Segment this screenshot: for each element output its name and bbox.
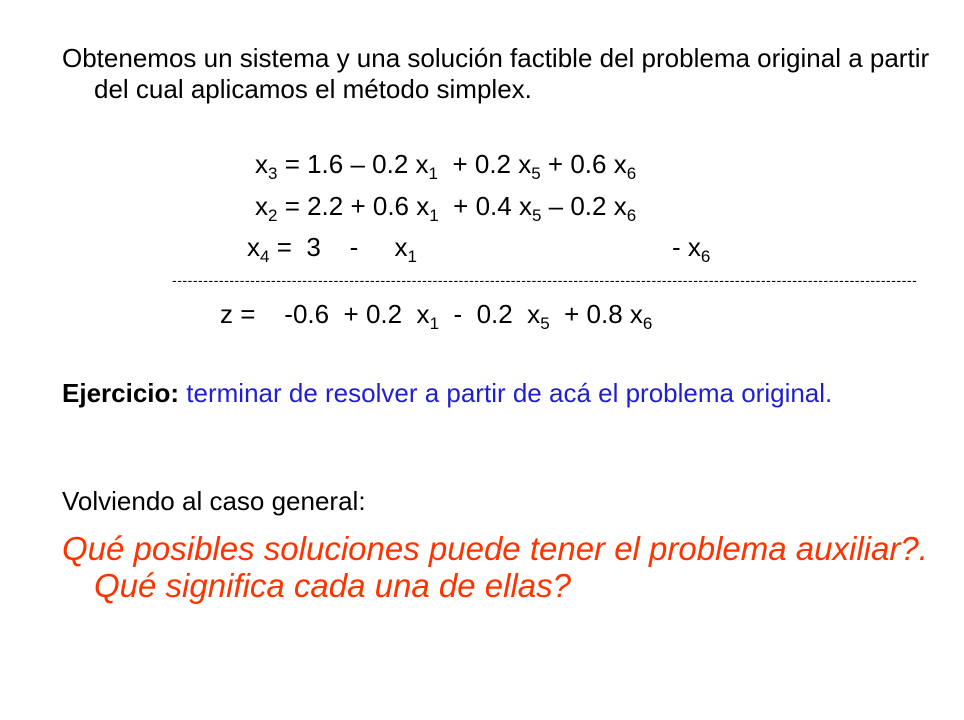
exercise-body: terminar de resolver a partir de acá el problema original.: [179, 378, 833, 408]
exercise-label: Ejercicio:: [62, 378, 180, 408]
question-paragraph: Qué posibles soluciones puede tener el problema auxiliar?. Qué significa cada una de ellas?: [62, 530, 928, 604]
general-case-heading: Volviendo al caso general:: [62, 486, 366, 516]
intro-paragraph: Obtenemos un sistema y una solución factible del problema original a partir del cual aplicamos el método simplex.: [62, 43, 930, 104]
exercise-paragraph: [62, 378, 954, 409]
equation-x3: $x_3 = 1.6 - 0.2$ $x_1 + 0.2$ $x_5 + 0.6$ $x_6$: [255, 149, 637, 183]
equation-x4: $x_4 = 3$ - $x_1$: [247, 232, 417, 266]
objective-function: z = -0.6 + 0.2 $x_1 - 0.2$ $x_5 + 0.8$ $x_6$: [220, 299, 653, 333]
equation-x4-tail: - $x_6$: [672, 232, 711, 266]
separator-line: -----------------------------------------------------------------------------------------------------------------------------------------------: [172, 272, 918, 288]
equation-x2: $x_2 = 2.2 + 0.6$ $x_1 + 0.4$ $x_5 - 0.2$ $x_6$: [255, 191, 637, 225]
